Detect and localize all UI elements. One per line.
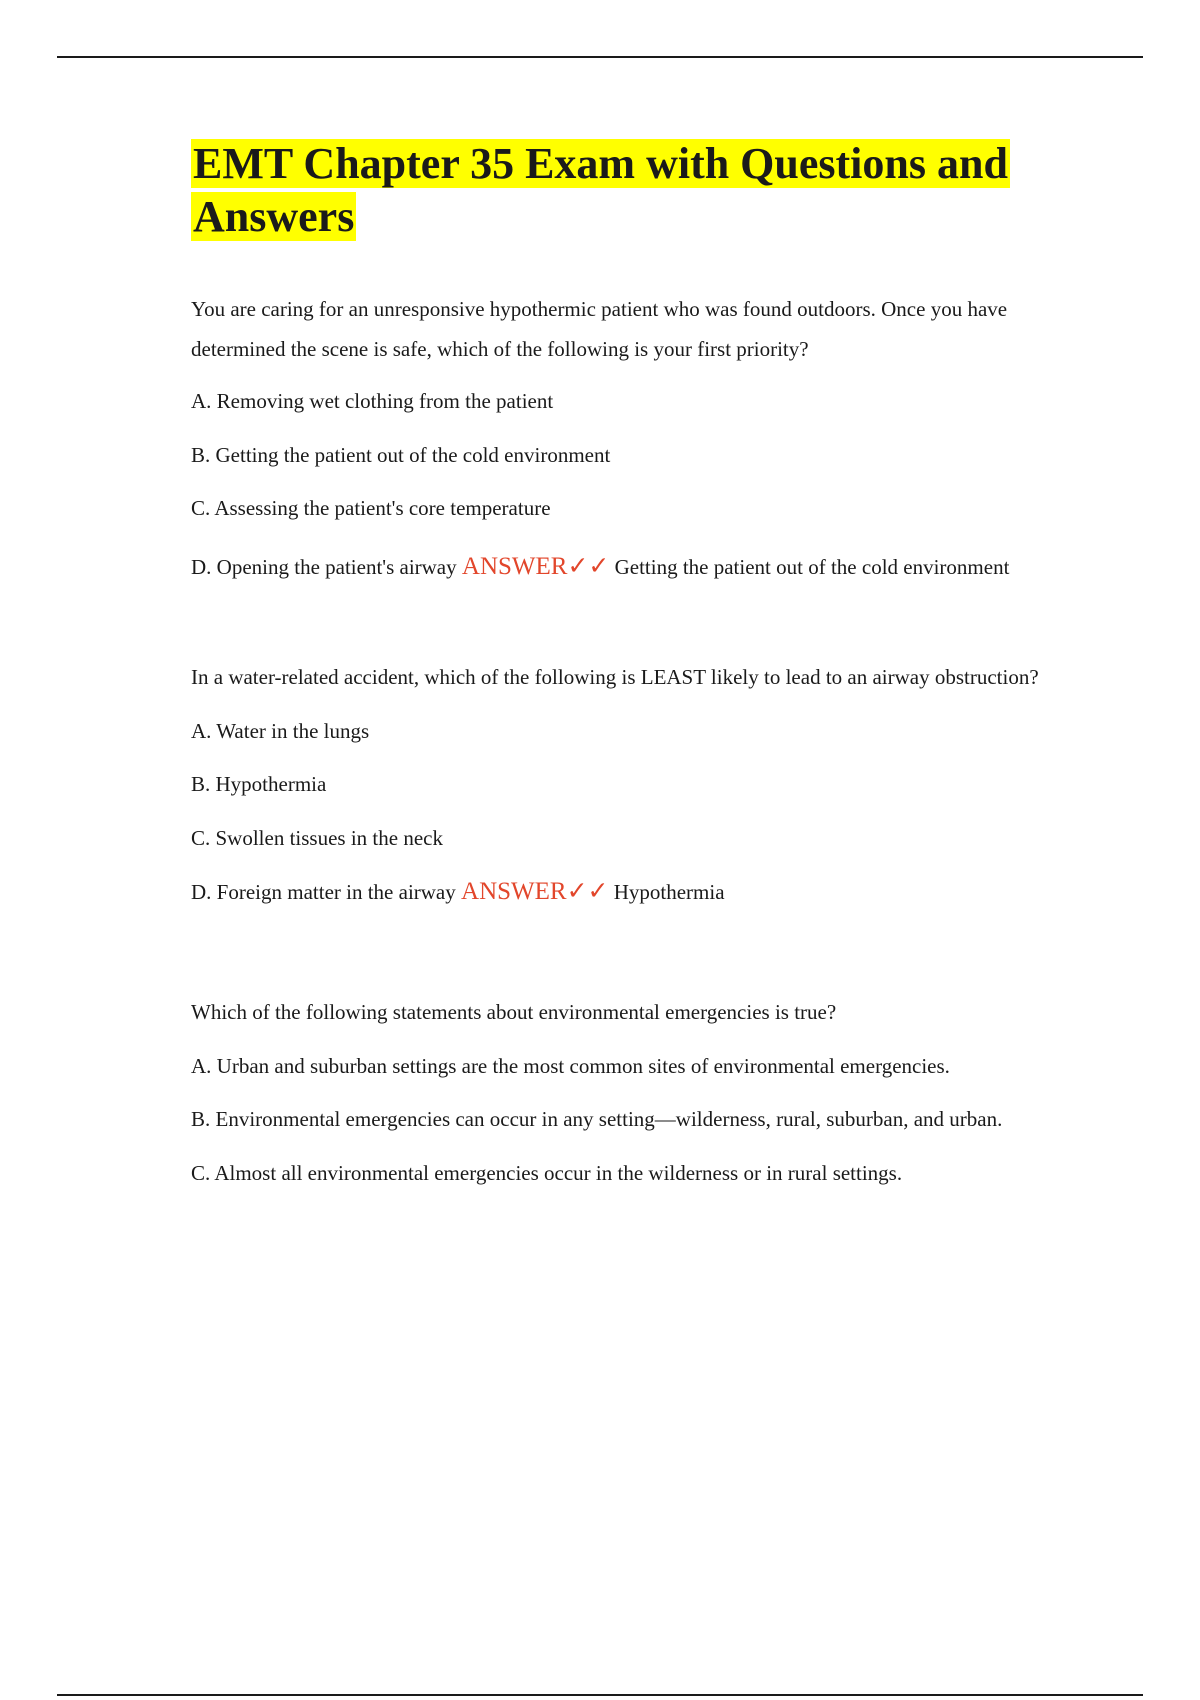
option-b: B. Environmental emergencies can occur in any setting—wilderness, rural, suburban, and urban. — [191, 1107, 1003, 1131]
option-a: A. Water in the lungs — [191, 719, 370, 743]
title-highlight: EMT Chapter 35 Exam with Questions and Answers — [193, 139, 1008, 241]
bottom-rule — [57, 1694, 1143, 1696]
page-title — [191, 137, 1041, 243]
option-d: D. Foreign matter in the airway — [191, 880, 456, 904]
option-a: A. Removing wet clothing from the patient — [191, 389, 554, 413]
option-d-with-answer — [191, 544, 1041, 590]
question-stem: You are caring for an unresponsive hypothermic patient who was found outdoors. Once you have determined the scene is safe, which of the following is your first priority? — [191, 297, 1008, 361]
option-d-with-answer — [191, 872, 1041, 912]
option-b: B. Hypothermia — [191, 772, 327, 796]
answer-label: ANSWER✓✓ — [461, 553, 610, 580]
option-c: C. Almost all environmental emergencies occur in the wilderness or in rural settings. — [191, 1161, 903, 1185]
answer-text: Getting the patient out of the cold environment — [614, 555, 1010, 579]
answer-label: ANSWER✓✓ — [461, 878, 609, 905]
document-body — [191, 137, 1041, 1193]
question-1 — [191, 289, 1041, 590]
option-d: D. Opening the patient's airway — [191, 555, 457, 579]
option-b: B. Getting the patient out of the cold environment — [191, 443, 611, 467]
top-rule — [57, 56, 1143, 58]
question-2 — [191, 658, 1041, 912]
option-a: A. Urban and suburban settings are the most common sites of environmental emergencies. — [191, 1054, 950, 1078]
answer-text: Hypothermia — [613, 880, 725, 904]
option-c: C. Swollen tissues in the neck — [191, 826, 443, 850]
question-3 — [191, 992, 1041, 1193]
option-c: C. Assessing the patient's core temperature — [191, 496, 551, 520]
question-stem: Which of the following statements about environmental emergencies is true? — [191, 1000, 837, 1024]
question-stem: In a water-related accident, which of the following is LEAST likely to lead to an airway obstruction? — [191, 665, 1039, 689]
